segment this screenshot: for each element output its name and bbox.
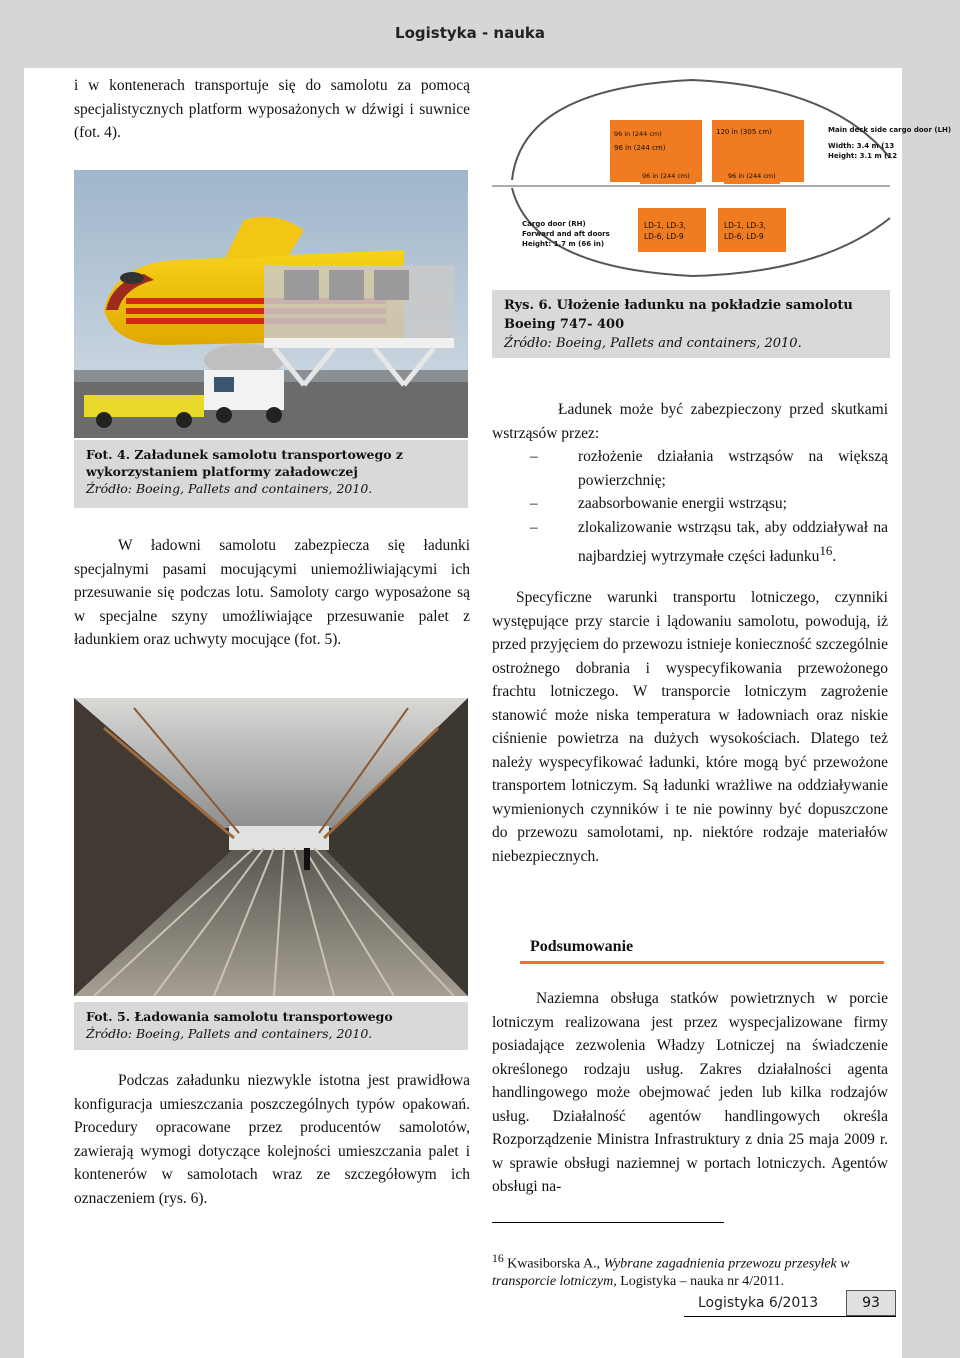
side-door-height: Height: 3.1 m (12 bbox=[828, 152, 898, 160]
ld-left-line2: LD-6, LD-9 bbox=[644, 232, 684, 241]
shock-protection-lead: Ładunek może być zabezpieczony przed skutkami wstrząsów przez: bbox=[492, 401, 888, 442]
footnote: $^{16}$ Kwasiborska A., Wybrane zagadnienia przewozu przesyłek w transporcie lotniczym, Logistyka – nauka nr 4/2011. bbox=[492, 1252, 850, 1289]
list-item: – rozłożenie działania wstrząsów na większą powierzchnię; bbox=[530, 448, 888, 489]
list-item: – zaabsorbowanie energii wstrząsu; bbox=[530, 495, 787, 512]
fig6-diagram bbox=[492, 68, 952, 288]
fig5-caption-title: Fot. 5. Ładowania samolotu transportowego bbox=[86, 1009, 393, 1024]
deck-label-3: 96 in (244 cm) bbox=[642, 172, 690, 180]
fig6-caption-title: Rys. 6. Ułożenie ładunku na pokładzie samolotu Boeing 747- 400 bbox=[504, 298, 853, 332]
deck-label-2: 120 in (305 cm) bbox=[716, 128, 772, 136]
deck-label-5: 96 in (244 cm) bbox=[614, 130, 662, 138]
photo-cargo-plane-loading bbox=[74, 170, 468, 438]
side-door-title: Main deck side cargo door (LH) bbox=[828, 126, 952, 134]
ld-left-line1: LD-1, LD-3, bbox=[644, 221, 687, 230]
footnote-number: 16 bbox=[492, 1252, 504, 1265]
ld-right-line1: LD-1, LD-3, bbox=[724, 221, 767, 230]
shock-protection-list bbox=[492, 445, 888, 569]
footnote-ref: 16 bbox=[819, 543, 833, 558]
side-door-width: Width: 3.4 m (13 bbox=[828, 142, 895, 150]
fig4-caption bbox=[74, 440, 468, 508]
cargo-door-title: Cargo door (RH) bbox=[522, 220, 586, 228]
photo-aircraft-hold bbox=[74, 698, 468, 996]
cargo-plane-illustration bbox=[74, 170, 468, 438]
fig4-caption-source: Źródło: Boeing, Pallets and containers, 2010. bbox=[86, 481, 373, 496]
journal-footer: Logistyka 6/2013 bbox=[698, 1295, 819, 1311]
cargo-door-sub: Forward and aft doors bbox=[522, 230, 610, 238]
section-title: Podsumowanie bbox=[530, 938, 634, 955]
fig6-caption bbox=[492, 290, 890, 358]
boeing-747-cross-section bbox=[492, 68, 952, 288]
running-header: Logistyka - nauka bbox=[395, 24, 545, 42]
fig6-caption-source: Źródło: Boeing, Pallets and containers, 2010. bbox=[504, 336, 802, 351]
aircraft-hold-illustration bbox=[74, 698, 468, 996]
right-margin bbox=[902, 68, 960, 1358]
fig5-caption bbox=[74, 1002, 468, 1050]
loading-configuration-paragraph: Podczas załadunku niezwykle istotna jest prawidłowa konfiguracja umieszczania poszczególnych typów opakowań. Procedury opracowane przez producentów samolotów, zawierają wymogi dotyczące kolejności umieszczania palet i kontenerów w samolotach wraz ze szczegółowym ich oznaczeniem (rys. 6). bbox=[74, 1072, 470, 1207]
deck-label-1: 96 in (244 cm) bbox=[614, 144, 666, 152]
page-number: 93 bbox=[846, 1290, 896, 1316]
section-underline bbox=[520, 961, 884, 964]
summary-paragraph: Naziemna obsługa statków powietrznych w porcie lotniczym realizowana jest przez wyspecjalizowane firmy posiadające zezwolenia Władzy Lotniczej na świadczenie określonego rodzaju usług. Zakres działalności agenta handlingowego może obejmować jeden lub kilka rodzajów usług. Działalność agentów handlingowych określa Rozporządzenie Ministra Infrastruktury z dnia 25 maja 2009 r. w sprawie obsługi naziemnej w portach lotniczych. Agentów obsługi na- bbox=[492, 990, 888, 1195]
list-item: – zlokalizowanie wstrząsu tak, aby oddziaływał na najbardziej wytrzymałe części ładunku$^{16}$. bbox=[530, 518, 888, 566]
intro-paragraph: i w kontenerach transportuje się do samolotu za pomocą specjalistycznych platform wyposażonych w dźwigi i suwnice (fot. 4). bbox=[74, 77, 470, 141]
left-margin bbox=[0, 68, 24, 1358]
footnote-separator bbox=[492, 1222, 724, 1223]
fig4-caption-title: Fot. 4. Załadunek samolotu transportowego z wykorzystaniem platformy załadowczej bbox=[86, 447, 404, 479]
fig5-caption-source: Źródło: Boeing, Pallets and containers, 2010. bbox=[86, 1026, 373, 1041]
ld-right-line2: LD-6, LD-9 bbox=[724, 232, 764, 241]
footer-rule bbox=[684, 1316, 896, 1317]
cargo-door-height: Height: 1.7 m (66 in) bbox=[522, 240, 605, 248]
deck-label-4: 96 in (244 cm) bbox=[728, 172, 776, 180]
hold-securing-paragraph: W ładowni samolotu zabezpiecza się ładunki specjalnymi pasami mocującymi uniemożliwiającymi ich przesuwanie się podczas lotu. Samoloty cargo wyposażone są w specjalne szyny umożliwiające przesuwanie palet z ładunkiem oraz uchwyty mocujące (fot. 5). bbox=[74, 537, 470, 648]
specific-conditions-paragraph: Specyficzne warunki transportu lotniczego, czynniki występujące przy starcie i lądowaniu samolotu, powodują, iż przed przyjęciem do przewozu istnieje konieczność szczególnie ostrożnego dobrania i wyspecyfikowania przewożonego frachtu lotniczego. W transporcie lotniczym zagrożenie stanowić może niska temperatura w ładowniach oraz niskie ciśnienie powietrza na dużych wysokościach. Dlatego też należy wyspecyfikować ładunki, które mogą być przewożone transportem lotniczym. Są ładunki wrażliwe na oddziaływanie wymienionych czynników i te nie powinny być dopuszczone do przewozu samolotami, np. niektóre rodzaje materiałów niebezpiecznych. bbox=[492, 589, 888, 865]
